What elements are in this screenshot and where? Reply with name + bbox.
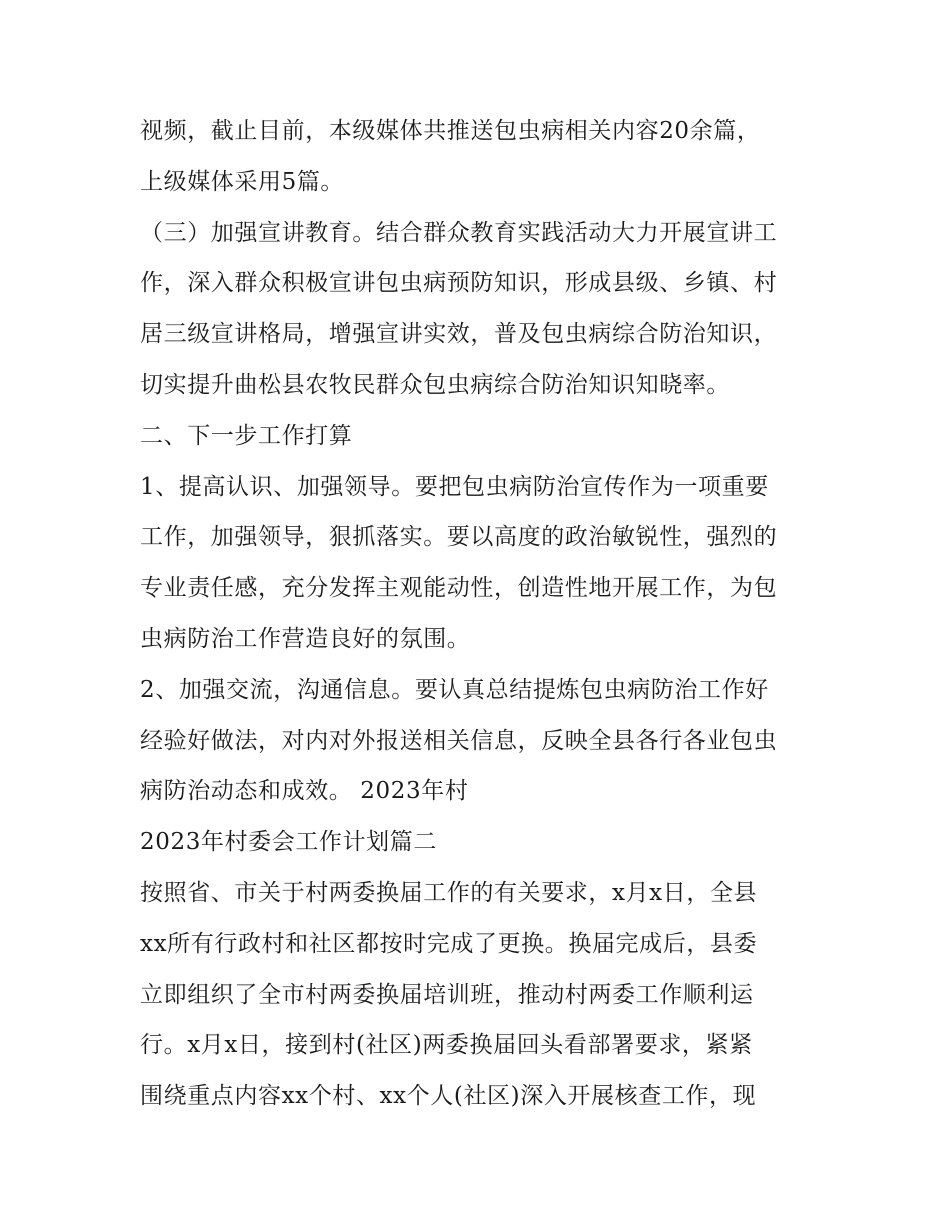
text-line: 居三级宣讲格局，增强宣讲实效，普及包虫病综合防治知识， [140,321,778,348]
text-line: xx所有行政村和社区都按时完成了更换。换届完成后，县委 [140,930,758,957]
document-body [140,106,830,1122]
article-title: 2023年村委会工作计划篇二 [140,829,437,856]
text-line: 立即组织了全市村两委换届培训班，推动村两委工作顺利运 [140,981,754,1008]
section-paragraph-line: （三）加强宣讲教育。结合群众教育实践活动大力开展宣讲工 [140,219,778,246]
text-line: 围绕重点内容xx个村、xx个人(社区)深入开展核查工作，现 [140,1083,757,1110]
text-line: 经验好做法，对内对外报送相关信息，反映全县各行各业包虫 [140,727,778,754]
list-item-line: 1、提高认识、加强领导。要把包虫病防治宣传作为一项重要 [140,473,769,500]
text-line: 专业责任感，充分发挥主观能动性，创造性地开展工作，为包 [140,575,778,602]
list-item-line: 2、加强交流，沟通信息。要认真总结提炼包虫病防治工作好 [140,676,769,703]
text-line: 上级媒体采用5篇。 [140,168,345,195]
text-line: 工作，加强领导，狠抓落实。要以高度的政治敏锐性，强烈的 [140,524,778,551]
text-line: 作，深入群众积极宣讲包虫病预防知识，形成县级、乡镇、村 [140,270,778,297]
text-line: 病防治动态和成效。 2023年村 [140,778,469,805]
text-line: 虫病防治工作营造良好的氛围。 [140,625,471,652]
text-line: 视频，截止目前，本级媒体共推送包虫病相关内容20余篇， [140,118,761,144]
text-line: 行。x月x日，接到村(社区)两委换届回头看部署要求，紧紧 [140,1032,753,1059]
text-line: 按照省、市关于村两委换届工作的有关要求，x月x日，全县 [140,879,758,906]
section-heading: 二、下一步工作打算 [140,422,353,449]
text-line: 切实提升曲松县农牧民群众包虫病综合防治知识知晓率。 [140,371,730,398]
